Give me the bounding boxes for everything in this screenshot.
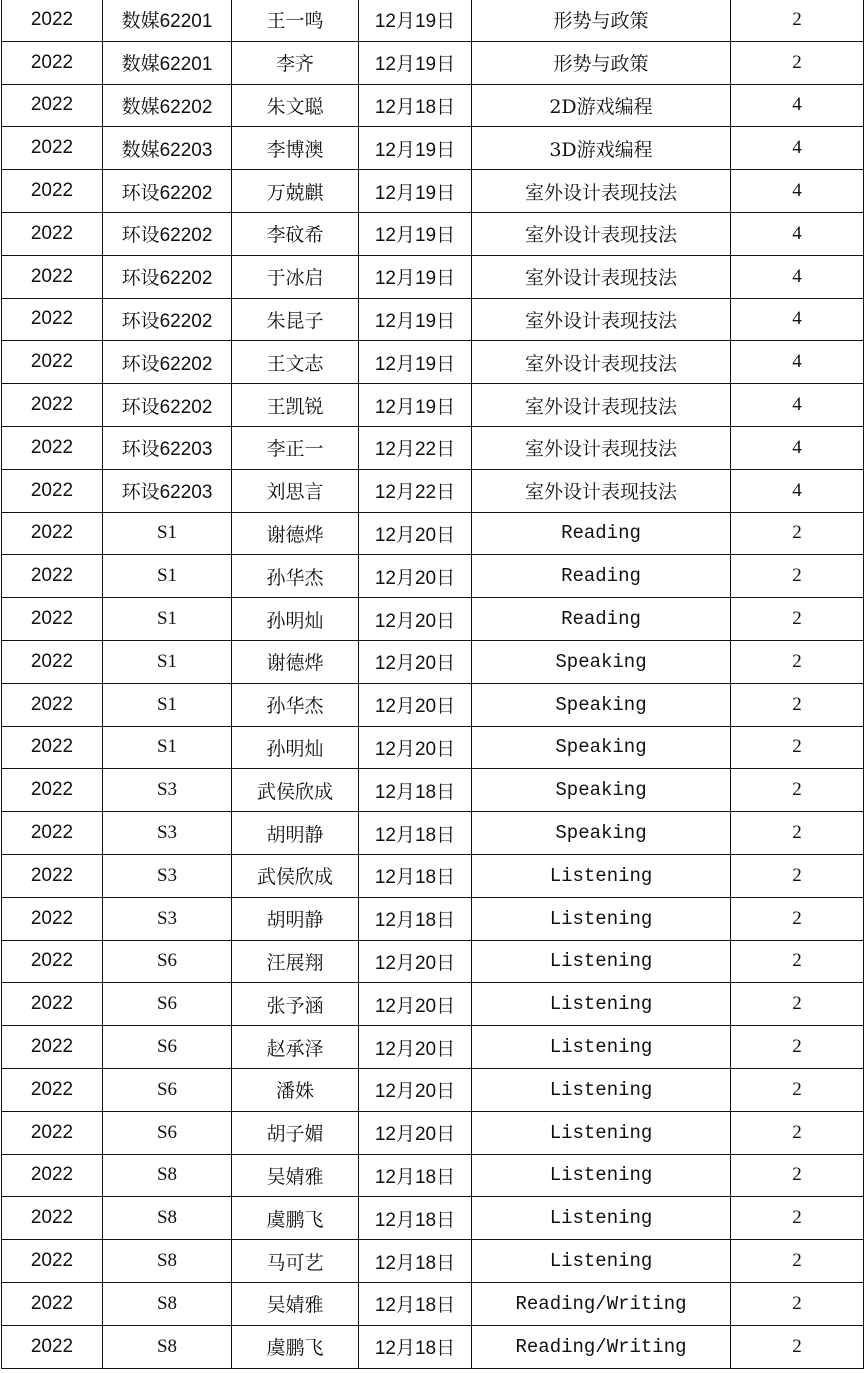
- exam-date-cell: 12月18日: [359, 812, 472, 855]
- year-cell: 2022: [2, 0, 103, 41]
- course-cell: Speaking: [472, 640, 731, 683]
- year-cell: 2022: [2, 726, 103, 769]
- year-cell: 2022: [2, 983, 103, 1026]
- course-cell: Listening: [472, 983, 731, 1026]
- exam-date-cell: 12月20日: [359, 983, 472, 1026]
- class-cell: S1: [103, 726, 232, 769]
- exam-date-cell: 12月19日: [359, 170, 472, 213]
- year-cell: 2022: [2, 384, 103, 427]
- table-row: [2, 298, 864, 341]
- student-name-cell: 王凯锐: [232, 384, 359, 427]
- student-name-cell: 胡子媚: [232, 1111, 359, 1154]
- class-cell: 环设62202: [103, 212, 232, 255]
- credit-cell: 4: [731, 426, 864, 469]
- table-row: [2, 255, 864, 298]
- credit-cell: 2: [731, 0, 864, 41]
- student-name-cell: 李砇希: [232, 212, 359, 255]
- class-cell: 数媒62202: [103, 84, 232, 127]
- credit-cell: 4: [731, 298, 864, 341]
- credit-cell: 4: [731, 170, 864, 213]
- class-cell: S1: [103, 683, 232, 726]
- table-row: [2, 555, 864, 598]
- class-cell: S6: [103, 983, 232, 1026]
- year-cell: 2022: [2, 854, 103, 897]
- table-row: [2, 127, 864, 170]
- credit-cell: 2: [731, 812, 864, 855]
- credit-cell: 2: [731, 940, 864, 983]
- class-cell: S8: [103, 1154, 232, 1197]
- student-name-cell: 武侯欣成: [232, 854, 359, 897]
- credit-cell: 4: [731, 255, 864, 298]
- table-row: [2, 940, 864, 983]
- exam-date-cell: 12月20日: [359, 1068, 472, 1111]
- table-body: [2, 0, 864, 1368]
- class-cell: S1: [103, 512, 232, 555]
- student-name-cell: 潘姝: [232, 1068, 359, 1111]
- year-cell: 2022: [2, 341, 103, 384]
- course-cell: 室外设计表现技法: [472, 170, 731, 213]
- course-cell: 室外设计表现技法: [472, 298, 731, 341]
- table-row: [2, 683, 864, 726]
- table-row: [2, 897, 864, 940]
- year-cell: 2022: [2, 1111, 103, 1154]
- table-row: [2, 84, 864, 127]
- class-cell: S6: [103, 940, 232, 983]
- table-row: [2, 1282, 864, 1325]
- table-row: [2, 469, 864, 512]
- class-cell: 数媒62201: [103, 0, 232, 41]
- table-row: [2, 598, 864, 641]
- exam-date-cell: 12月18日: [359, 897, 472, 940]
- exam-date-cell: 12月18日: [359, 1282, 472, 1325]
- year-cell: 2022: [2, 598, 103, 641]
- year-cell: 2022: [2, 212, 103, 255]
- student-name-cell: 孙明灿: [232, 598, 359, 641]
- student-name-cell: 胡明静: [232, 897, 359, 940]
- year-cell: 2022: [2, 940, 103, 983]
- class-cell: S3: [103, 769, 232, 812]
- student-name-cell: 谢德烨: [232, 640, 359, 683]
- exam-date-cell: 12月22日: [359, 469, 472, 512]
- credit-cell: 2: [731, 512, 864, 555]
- course-cell: Speaking: [472, 726, 731, 769]
- credit-cell: 2: [731, 1282, 864, 1325]
- exam-date-cell: 12月20日: [359, 1026, 472, 1069]
- course-cell: 室外设计表现技法: [472, 426, 731, 469]
- class-cell: 环设62202: [103, 298, 232, 341]
- class-cell: S3: [103, 854, 232, 897]
- year-cell: 2022: [2, 1282, 103, 1325]
- year-cell: 2022: [2, 769, 103, 812]
- course-cell: 形势与政策: [472, 41, 731, 84]
- course-cell: Speaking: [472, 769, 731, 812]
- exam-date-cell: 12月19日: [359, 384, 472, 427]
- student-name-cell: 吴婧雅: [232, 1154, 359, 1197]
- exam-date-cell: 12月19日: [359, 341, 472, 384]
- credit-cell: 4: [731, 384, 864, 427]
- course-cell: 室外设计表现技法: [472, 469, 731, 512]
- exam-date-cell: 12月18日: [359, 1154, 472, 1197]
- table-row: [2, 1325, 864, 1368]
- student-name-cell: 武侯欣成: [232, 769, 359, 812]
- credit-cell: 2: [731, 41, 864, 84]
- credit-cell: 2: [731, 555, 864, 598]
- table-row: [2, 0, 864, 41]
- credit-cell: 2: [731, 640, 864, 683]
- table-row: [2, 1240, 864, 1283]
- class-cell: S8: [103, 1325, 232, 1368]
- exam-date-cell: 12月20日: [359, 726, 472, 769]
- student-name-cell: 朱文聪: [232, 84, 359, 127]
- student-name-cell: 谢德烨: [232, 512, 359, 555]
- student-name-cell: 孙明灿: [232, 726, 359, 769]
- class-cell: S6: [103, 1111, 232, 1154]
- exam-date-cell: 12月19日: [359, 298, 472, 341]
- class-cell: S3: [103, 897, 232, 940]
- table-row: [2, 384, 864, 427]
- table-row: [2, 341, 864, 384]
- table-row: [2, 1026, 864, 1069]
- exam-date-cell: 12月18日: [359, 84, 472, 127]
- credit-cell: 2: [731, 683, 864, 726]
- exam-date-cell: 12月19日: [359, 255, 472, 298]
- exam-date-cell: 12月20日: [359, 1111, 472, 1154]
- class-cell: S3: [103, 812, 232, 855]
- year-cell: 2022: [2, 897, 103, 940]
- table-row: [2, 512, 864, 555]
- table-row: [2, 1154, 864, 1197]
- credit-cell: 4: [731, 127, 864, 170]
- exam-date-cell: 12月19日: [359, 212, 472, 255]
- course-cell: Listening: [472, 1111, 731, 1154]
- credit-cell: 4: [731, 341, 864, 384]
- year-cell: 2022: [2, 298, 103, 341]
- course-cell: 室外设计表现技法: [472, 212, 731, 255]
- year-cell: 2022: [2, 1068, 103, 1111]
- student-name-cell: 李博澳: [232, 127, 359, 170]
- class-cell: 环设62202: [103, 255, 232, 298]
- student-name-cell: 吴婧雅: [232, 1282, 359, 1325]
- student-name-cell: 马可艺: [232, 1240, 359, 1283]
- student-name-cell: 李正一: [232, 426, 359, 469]
- student-name-cell: 朱昆子: [232, 298, 359, 341]
- credit-cell: 2: [731, 897, 864, 940]
- credit-cell: 2: [731, 1068, 864, 1111]
- year-cell: 2022: [2, 41, 103, 84]
- class-cell: 环设62202: [103, 170, 232, 213]
- course-cell: 形势与政策: [472, 0, 731, 41]
- year-cell: 2022: [2, 555, 103, 598]
- year-cell: 2022: [2, 1197, 103, 1240]
- class-cell: 环设62203: [103, 469, 232, 512]
- exam-records-table: [1, 0, 864, 1369]
- class-cell: S1: [103, 555, 232, 598]
- course-cell: Speaking: [472, 683, 731, 726]
- credit-cell: 2: [731, 1154, 864, 1197]
- class-cell: S6: [103, 1026, 232, 1069]
- course-cell: Listening: [472, 897, 731, 940]
- exam-date-cell: 12月20日: [359, 598, 472, 641]
- exam-date-cell: 12月20日: [359, 555, 472, 598]
- table-row: [2, 983, 864, 1026]
- student-name-cell: 万兢麒: [232, 170, 359, 213]
- table-row: [2, 212, 864, 255]
- student-name-cell: 张予涵: [232, 983, 359, 1026]
- credit-cell: 2: [731, 1197, 864, 1240]
- credit-cell: 4: [731, 469, 864, 512]
- exam-date-cell: 12月19日: [359, 41, 472, 84]
- credit-cell: 4: [731, 84, 864, 127]
- year-cell: 2022: [2, 469, 103, 512]
- table-row: [2, 1197, 864, 1240]
- credit-cell: 2: [731, 726, 864, 769]
- exam-date-cell: 12月20日: [359, 512, 472, 555]
- course-cell: 室外设计表现技法: [472, 255, 731, 298]
- course-cell: Listening: [472, 1026, 731, 1069]
- class-cell: 数媒62203: [103, 127, 232, 170]
- class-cell: 环设62202: [103, 341, 232, 384]
- student-name-cell: 赵承泽: [232, 1026, 359, 1069]
- student-name-cell: 汪展翔: [232, 940, 359, 983]
- credit-cell: 2: [731, 598, 864, 641]
- course-cell: Listening: [472, 1068, 731, 1111]
- course-cell: Listening: [472, 1240, 731, 1283]
- class-cell: S8: [103, 1197, 232, 1240]
- exam-date-cell: 12月19日: [359, 127, 472, 170]
- student-name-cell: 孙华杰: [232, 555, 359, 598]
- exam-date-cell: 12月20日: [359, 640, 472, 683]
- exam-date-cell: 12月19日: [359, 0, 472, 41]
- year-cell: 2022: [2, 170, 103, 213]
- year-cell: 2022: [2, 640, 103, 683]
- student-name-cell: 王文志: [232, 341, 359, 384]
- year-cell: 2022: [2, 1026, 103, 1069]
- class-cell: S8: [103, 1240, 232, 1283]
- course-cell: Listening: [472, 940, 731, 983]
- course-cell: Listening: [472, 854, 731, 897]
- course-cell: Reading/Writing: [472, 1325, 731, 1368]
- table-row: [2, 854, 864, 897]
- year-cell: 2022: [2, 426, 103, 469]
- student-name-cell: 李齐: [232, 41, 359, 84]
- table-row: [2, 170, 864, 213]
- table-row: [2, 1068, 864, 1111]
- exam-date-cell: 12月18日: [359, 854, 472, 897]
- course-cell: Reading: [472, 555, 731, 598]
- class-cell: S1: [103, 598, 232, 641]
- class-cell: S8: [103, 1282, 232, 1325]
- credit-cell: 2: [731, 1111, 864, 1154]
- year-cell: 2022: [2, 127, 103, 170]
- year-cell: 2022: [2, 1240, 103, 1283]
- student-name-cell: 虞鹏飞: [232, 1197, 359, 1240]
- class-cell: 环设62203: [103, 426, 232, 469]
- course-cell: 3D游戏编程: [472, 127, 731, 170]
- table-row: [2, 426, 864, 469]
- credit-cell: 2: [731, 1325, 864, 1368]
- student-name-cell: 于冰启: [232, 255, 359, 298]
- credit-cell: 4: [731, 212, 864, 255]
- year-cell: 2022: [2, 1154, 103, 1197]
- table-row: [2, 640, 864, 683]
- course-cell: Reading: [472, 598, 731, 641]
- table-row: [2, 769, 864, 812]
- exam-date-cell: 12月20日: [359, 683, 472, 726]
- student-name-cell: 王一鸣: [232, 0, 359, 41]
- course-cell: Reading: [472, 512, 731, 555]
- year-cell: 2022: [2, 512, 103, 555]
- class-cell: S1: [103, 640, 232, 683]
- exam-date-cell: 12月18日: [359, 1325, 472, 1368]
- student-name-cell: 孙华杰: [232, 683, 359, 726]
- exam-date-cell: 12月18日: [359, 769, 472, 812]
- student-name-cell: 刘思言: [232, 469, 359, 512]
- student-name-cell: 虞鹏飞: [232, 1325, 359, 1368]
- course-cell: 室外设计表现技法: [472, 341, 731, 384]
- credit-cell: 2: [731, 983, 864, 1026]
- year-cell: 2022: [2, 683, 103, 726]
- year-cell: 2022: [2, 84, 103, 127]
- course-cell: 室外设计表现技法: [472, 384, 731, 427]
- table-row: [2, 41, 864, 84]
- exam-date-cell: 12月22日: [359, 426, 472, 469]
- class-cell: 数媒62201: [103, 41, 232, 84]
- year-cell: 2022: [2, 255, 103, 298]
- course-cell: Reading/Writing: [472, 1282, 731, 1325]
- credit-cell: 2: [731, 1026, 864, 1069]
- course-cell: Listening: [472, 1154, 731, 1197]
- credit-cell: 2: [731, 769, 864, 812]
- table-row: [2, 1111, 864, 1154]
- credit-cell: 2: [731, 1240, 864, 1283]
- exam-date-cell: 12月20日: [359, 940, 472, 983]
- year-cell: 2022: [2, 1325, 103, 1368]
- credit-cell: 2: [731, 854, 864, 897]
- course-cell: Speaking: [472, 812, 731, 855]
- student-name-cell: 胡明静: [232, 812, 359, 855]
- table-row: [2, 726, 864, 769]
- class-cell: 环设62202: [103, 384, 232, 427]
- class-cell: S6: [103, 1068, 232, 1111]
- year-cell: 2022: [2, 812, 103, 855]
- exam-date-cell: 12月18日: [359, 1240, 472, 1283]
- exam-date-cell: 12月18日: [359, 1197, 472, 1240]
- table-row: [2, 812, 864, 855]
- course-cell: Listening: [472, 1197, 731, 1240]
- course-cell: 2D游戏编程: [472, 84, 731, 127]
